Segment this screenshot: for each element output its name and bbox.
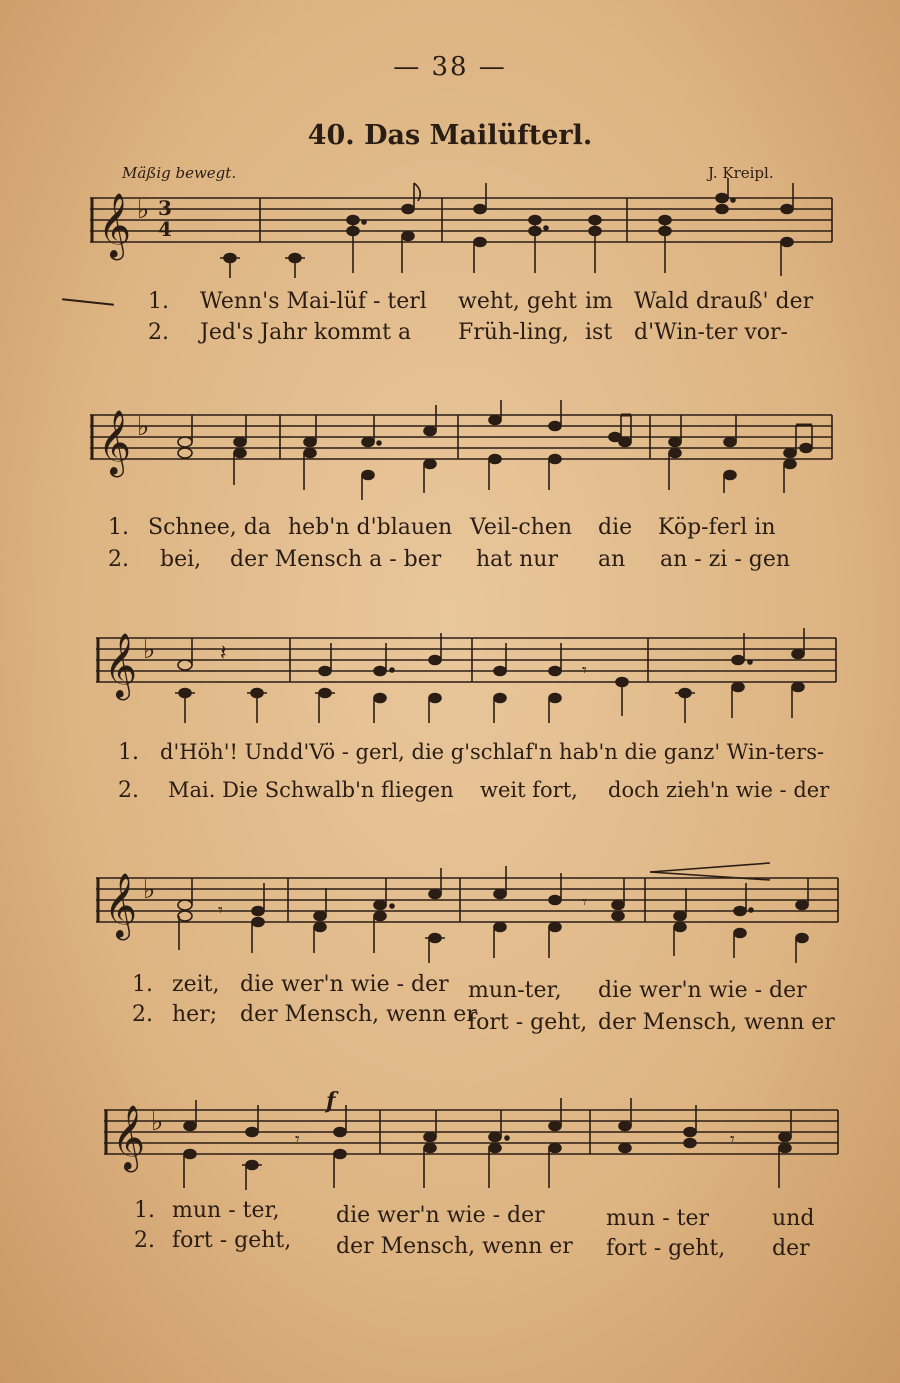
lyric-line: mun-ter, (468, 978, 562, 1003)
lyric-line: fort - geht, (468, 1010, 588, 1035)
music-staff-5 (90, 1090, 840, 1200)
svg-text:♭: ♭ (143, 875, 156, 905)
svg-text:𝄾: 𝄾 (582, 892, 587, 913)
lyric-line: an - zi - gen (660, 547, 791, 572)
lyric-line: fort - geht, (172, 1228, 292, 1253)
svg-text:♭: ♭ (137, 195, 150, 225)
music-staff-2 (90, 395, 840, 505)
svg-text:𝄾: 𝄾 (218, 900, 223, 921)
verse-number: 2. (108, 547, 129, 572)
svg-text:𝄞: 𝄞 (104, 633, 138, 698)
lyric-line: der Mensch a - ber (230, 547, 442, 572)
lyric-line: mun - ter (606, 1206, 709, 1231)
svg-text:♭: ♭ (151, 1107, 164, 1137)
lyric-line: Früh-ling, (458, 320, 569, 345)
verse-number: 2. (148, 320, 169, 345)
lyric-line: d'Höh'! Und (160, 740, 290, 764)
lyric-line: Jed's Jahr kommt a (200, 320, 412, 345)
lyric-line: d'Win-ter vor- (634, 320, 788, 345)
verse-number: 1. (148, 289, 169, 314)
svg-text:♭: ♭ (137, 412, 150, 442)
svg-text:𝄾: 𝄾 (295, 1129, 300, 1150)
lyric-line: doch zieh'n wie - der (608, 778, 830, 802)
lyric-line: Köp-ferl in (658, 515, 776, 540)
music-staff-1 (90, 178, 840, 288)
lyric-line: mun - ter, (172, 1198, 280, 1223)
tempo-marking: Mäßig bewegt. (122, 164, 237, 182)
verse-number: 1. (118, 740, 139, 765)
lyric-line: die wer'n wie - der (240, 972, 449, 997)
lyric-line: die (598, 515, 633, 540)
margin-pencil-mark (62, 298, 114, 305)
lyric-line: Schnee, da (148, 515, 271, 540)
verse-number: 1. (132, 972, 153, 997)
forte-marking: f (326, 1088, 336, 1114)
lyric-line: Veil-chen (470, 515, 573, 540)
lyric-line: an (598, 547, 626, 572)
lyric-line: d'Vö - gerl, die g'schlaf'n hab'n die ganz' Win-ters- (290, 740, 825, 764)
music-staff-4 (90, 858, 840, 968)
composer-name: J. Kreipl. (708, 164, 774, 182)
verse-number: 2. (132, 1002, 153, 1027)
lyric-line: der Mensch, wenn er (240, 1002, 477, 1027)
lyric-line: und (772, 1206, 815, 1231)
time-sig-top: 3 (158, 196, 172, 220)
time-sig-bottom: 4 (158, 217, 172, 241)
lyric-line: heb'n d'blauen (288, 515, 453, 540)
lyric-line: her; (172, 1002, 218, 1027)
svg-text:𝄞: 𝄞 (104, 873, 138, 938)
lyric-line: fort - geht, (606, 1236, 726, 1261)
music-staff-3 (90, 618, 840, 728)
verse-number: 2. (134, 1228, 155, 1253)
lyric-line: die wer'n wie - der (336, 1203, 545, 1228)
lyric-line: bei, (160, 547, 202, 572)
lyric-line: der Mensch, wenn er (336, 1234, 573, 1259)
lyric-line: ist (585, 320, 613, 345)
lyric-line: hat nur (476, 547, 558, 572)
lyric-line: Wenn's Mai-lüf - terl (200, 289, 427, 314)
svg-text:𝄾: 𝄾 (582, 660, 587, 681)
svg-text:♭: ♭ (143, 635, 156, 665)
lyric-line: der Mensch, wenn er (598, 1010, 835, 1035)
lyric-line: weht, geht (458, 289, 577, 314)
verse-number: 1. (108, 515, 129, 540)
lyric-line: Mai. Die Schwalb'n fliegen (168, 778, 454, 802)
page-number: — 38 — (393, 52, 507, 82)
verse-number: 2. (118, 778, 139, 803)
svg-text:𝄞: 𝄞 (98, 193, 132, 258)
lyric-line: im (585, 289, 613, 314)
svg-text:𝄽: 𝄽 (220, 641, 227, 666)
song-title: 40. Das Mailüfterl. (307, 120, 593, 151)
lyric-line: die wer'n wie - der (598, 978, 807, 1003)
lyric-line: der (772, 1236, 810, 1261)
lyric-line: weit fort, (480, 778, 578, 802)
lyric-line: zeit, (172, 972, 220, 997)
svg-text:𝄞: 𝄞 (112, 1105, 146, 1170)
svg-text:𝄞: 𝄞 (98, 410, 132, 475)
svg-text:𝄾: 𝄾 (730, 1129, 735, 1150)
verse-number: 1. (134, 1198, 155, 1223)
lyric-line: Wald drauß' der (634, 289, 814, 314)
